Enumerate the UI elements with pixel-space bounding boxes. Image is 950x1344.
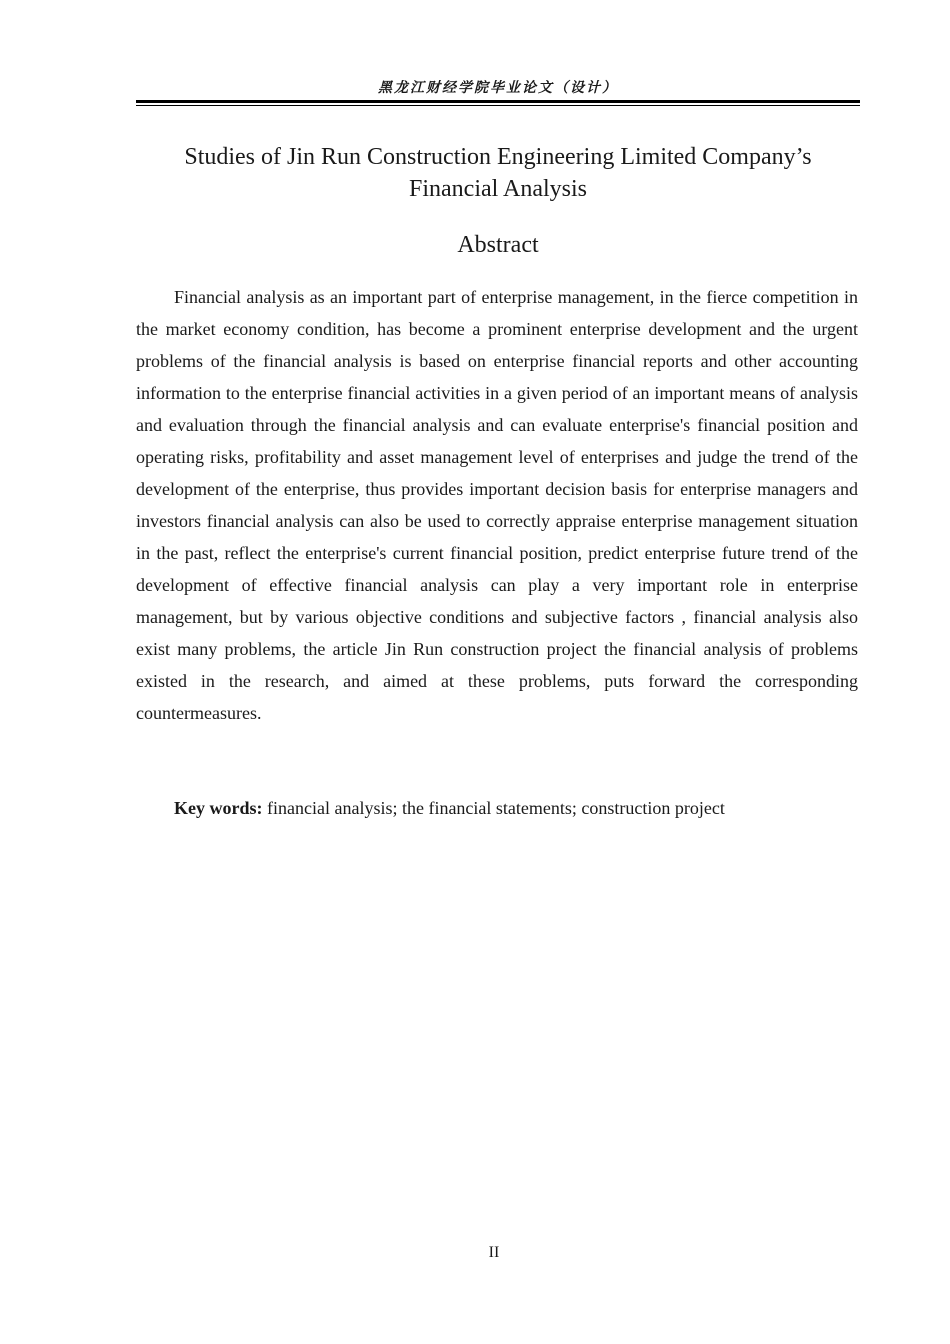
header-rule-thick [136, 100, 860, 103]
keywords-text: financial analysis; the financial statements; construction project [267, 798, 725, 818]
page-number: II [488, 1244, 500, 1261]
paper-title [136, 141, 860, 205]
keywords-label: Key words: [174, 798, 263, 818]
header-rule-thin [136, 105, 860, 106]
keywords [136, 792, 858, 824]
running-header: 黑龙江财经学院毕业论文（设计） [378, 81, 618, 96]
paper-title-line-1: Studies of Jin Run Construction Engineering Limited Company’s [184, 144, 812, 170]
paper-title-line-2: Financial Analysis [409, 176, 587, 202]
abstract-body: Financial analysis as an important part of enterprise management, in the fierce competition in the market economy condition, has become a prominent enterprise development and the urgent problems of the financial analysis is based on enterprise financial reports and other accounting information to the enterprise financial activities in a given period of an important means of analysis and evaluation through the financial analysis and can evaluate enterprise's financial position and operating risks, profitability and asset management level of enterprises and judge the trend of the development of the enterprise, thus provides important decision basis for enterprise managers and investors financial analysis can also be used to correctly appraise enterprise management situation in the past, reflect the enterprise's current financial position, predict enterprise future trend of the development of effective financial analysis can play a very important role in enterprise management, but by various objective conditions and subjective factors , financial analysis also exist many problems, the article Jin Run construction project the financial analysis of problems existed in the research, and aimed at these problems, puts forward the corresponding countermeasures. [136, 287, 858, 723]
abstract-heading: Abstract [457, 232, 539, 258]
